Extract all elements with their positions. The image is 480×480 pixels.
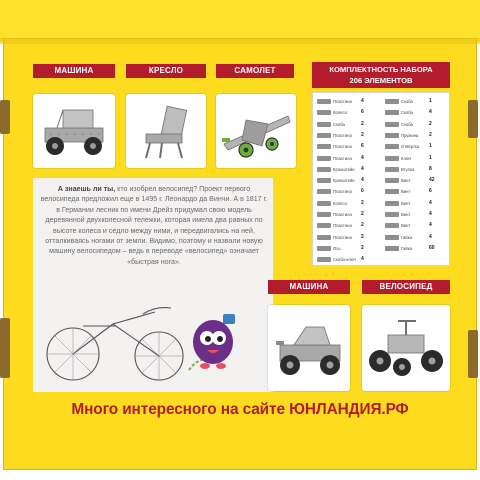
kit-part-name: Гайка — [401, 245, 412, 251]
kit-part-name: Пружина — [401, 132, 419, 138]
kit-part-name: Ключ — [401, 155, 412, 161]
kit-part-name: Кронштейн — [333, 178, 355, 184]
kit-part-qty: 2 — [361, 131, 364, 138]
kit-row — [313, 153, 449, 164]
kit-part-name: Скоба — [401, 121, 413, 127]
box-top-flap — [0, 0, 480, 42]
kit-part-qty: 42 — [429, 177, 435, 184]
kit-part-qty: 6 — [361, 143, 364, 150]
mascot-character — [183, 304, 243, 384]
kit-part-name: Ось — [333, 245, 341, 251]
kit-part-name: Винт — [401, 212, 411, 217]
kit-part-name: Кронштейн — [333, 166, 355, 172]
label-top-plane: САМОЛЕТ — [216, 64, 294, 78]
kit-row — [313, 119, 449, 130]
kit-part-name: Пластина — [333, 132, 352, 138]
kit-part-qty: 4 — [361, 154, 364, 161]
kit-part-qty: 4 — [429, 199, 432, 206]
kit-part-icon — [385, 144, 399, 149]
kit-part-qty: 6 — [429, 188, 432, 195]
kit-part-icon — [385, 178, 399, 183]
kit-part-qty: 2 — [361, 244, 364, 251]
kit-part-qty: 60 — [429, 244, 435, 251]
kit-part-qty: 2 — [361, 211, 364, 217]
kit-row — [313, 198, 449, 209]
kit-row — [313, 107, 449, 118]
kit-contents-header — [312, 62, 450, 88]
kit-part-icon — [385, 99, 399, 104]
kit-part-name: Винт — [401, 200, 411, 206]
kit-part-qty: 4 — [361, 177, 364, 184]
kit-part-name: Скоба — [401, 110, 413, 116]
kit-part-icon — [385, 235, 399, 240]
kit-row — [313, 243, 449, 254]
kit-part-icon — [385, 223, 399, 228]
kit-part-qty: 1 — [429, 98, 432, 104]
kit-part-icon — [385, 167, 399, 172]
kit-part-icon — [385, 156, 399, 161]
kit-row — [313, 209, 449, 220]
kit-part-qty: 2 — [361, 120, 364, 127]
kit-header-line1: КОМПЛЕКТНОСТЬ НАБОРА — [329, 65, 433, 74]
kit-part-qty: 2 — [429, 131, 432, 138]
kit-part-name: Втулка — [401, 166, 415, 172]
kit-part-qty: 4 — [429, 211, 432, 217]
kit-header-line2: 206 ЭЛЕМЕНТОВ — [349, 76, 413, 85]
kit-part-qty: 6 — [361, 188, 364, 195]
story-body: кто изобрел велосипед? Проект первого велосипеда предложил еще в 1495 г. Леонардо да Винчи. А в 1817 г. в Германии лесник по имени Дрейз придумал свою модель деревянной двухколесной тележки, которая имела два равных по высоте колеса и седло между ними, и передвигались на ней, отталкиваясь ногами от земли. Видимо, поэтому и назвали новую машину велосипедом – ведь в переводе «велосипед» означает «быстрая нога». — [40, 185, 268, 266]
kit-part-icon — [385, 201, 399, 206]
photo-bike-model — [362, 305, 450, 391]
kit-part-icon — [385, 246, 399, 251]
kit-part-name: Колесо — [333, 110, 347, 116]
kit-part-name: Гайка — [401, 234, 412, 240]
kit-row — [313, 175, 449, 186]
kit-part-name: Колесо — [333, 200, 347, 206]
kit-part-name: Винт — [401, 189, 411, 195]
kit-part-qty: 2 — [361, 199, 364, 206]
kit-part-name: Винт — [401, 223, 411, 229]
label-top-chair: КРЕСЛО — [126, 64, 206, 78]
kit-row — [313, 141, 449, 152]
kit-part-qty: 1 — [429, 154, 432, 161]
kit-row — [313, 232, 449, 243]
right-tape-top — [468, 100, 478, 138]
left-tape-top — [0, 100, 10, 134]
kit-row — [313, 96, 449, 107]
story-panel — [33, 178, 273, 392]
kit-part-icon — [385, 110, 399, 115]
kit-part-name: Пластина — [333, 189, 352, 195]
kit-part-qty: 2 — [429, 120, 432, 127]
kit-part-icon — [385, 122, 399, 127]
story-text-block — [39, 184, 269, 267]
kit-part-icon — [385, 133, 399, 138]
kit-part-name: Отвёртка — [401, 144, 420, 150]
kit-part-icon — [385, 189, 399, 194]
kit-part-name: Пластина — [333, 212, 352, 217]
kit-part-name: Скоба — [401, 99, 413, 104]
kit-row — [313, 164, 449, 175]
kit-part-qty: 2 — [361, 222, 364, 229]
kit-part-qty: 8 — [429, 165, 432, 172]
kit-part-name: Скоба-ключ — [333, 257, 356, 263]
kit-part-qty: 2 — [361, 233, 364, 240]
left-tape-bottom — [0, 318, 10, 378]
kit-part-qty: 4 — [361, 98, 364, 104]
kit-part-name: Пластина — [333, 155, 352, 161]
kit-part-qty: 4 — [429, 109, 432, 116]
kit-part-icon — [317, 257, 331, 262]
kit-part-qty: 4 — [429, 233, 432, 240]
kit-part-name: Скоба — [333, 121, 345, 127]
kit-part-name: Пластина — [333, 234, 352, 240]
kit-part-icon — [385, 212, 399, 217]
kit-part-qty: 4 — [361, 165, 364, 172]
photo-plane-model — [216, 94, 296, 168]
label-bottom-car: МАШИНА — [268, 280, 350, 294]
right-tape-bottom — [468, 330, 478, 378]
footer-website-text: Много интересного на сайте ЮНЛАНДИЯ.РФ — [71, 401, 409, 418]
kit-part-name: Пластина — [333, 223, 352, 229]
photo-second-car-model — [268, 305, 350, 391]
kit-row — [313, 254, 449, 265]
photo-car-model — [33, 94, 115, 168]
kit-row — [313, 220, 449, 231]
kit-row — [313, 130, 449, 141]
kit-contents-table — [312, 92, 450, 266]
kit-part-name: Пластина — [333, 99, 352, 104]
kit-part-qty: 1 — [429, 143, 432, 150]
box-flap-shadow — [0, 38, 480, 44]
kit-part-name: Пластина — [333, 144, 352, 150]
kit-part-qty: 4 — [429, 222, 432, 229]
draisine-drawing — [43, 296, 203, 388]
photo-chair-model — [126, 94, 206, 168]
kit-row — [313, 186, 449, 197]
kit-part-name: Винт — [401, 178, 411, 184]
label-top-car: МАШИНА — [33, 64, 115, 78]
story-lead: А знаешь ли ты, — [57, 185, 116, 193]
label-bottom-bike: ВЕЛОСИПЕД — [362, 280, 450, 294]
kit-part-qty: 4 — [361, 256, 364, 263]
kit-part-qty: 6 — [361, 109, 364, 116]
